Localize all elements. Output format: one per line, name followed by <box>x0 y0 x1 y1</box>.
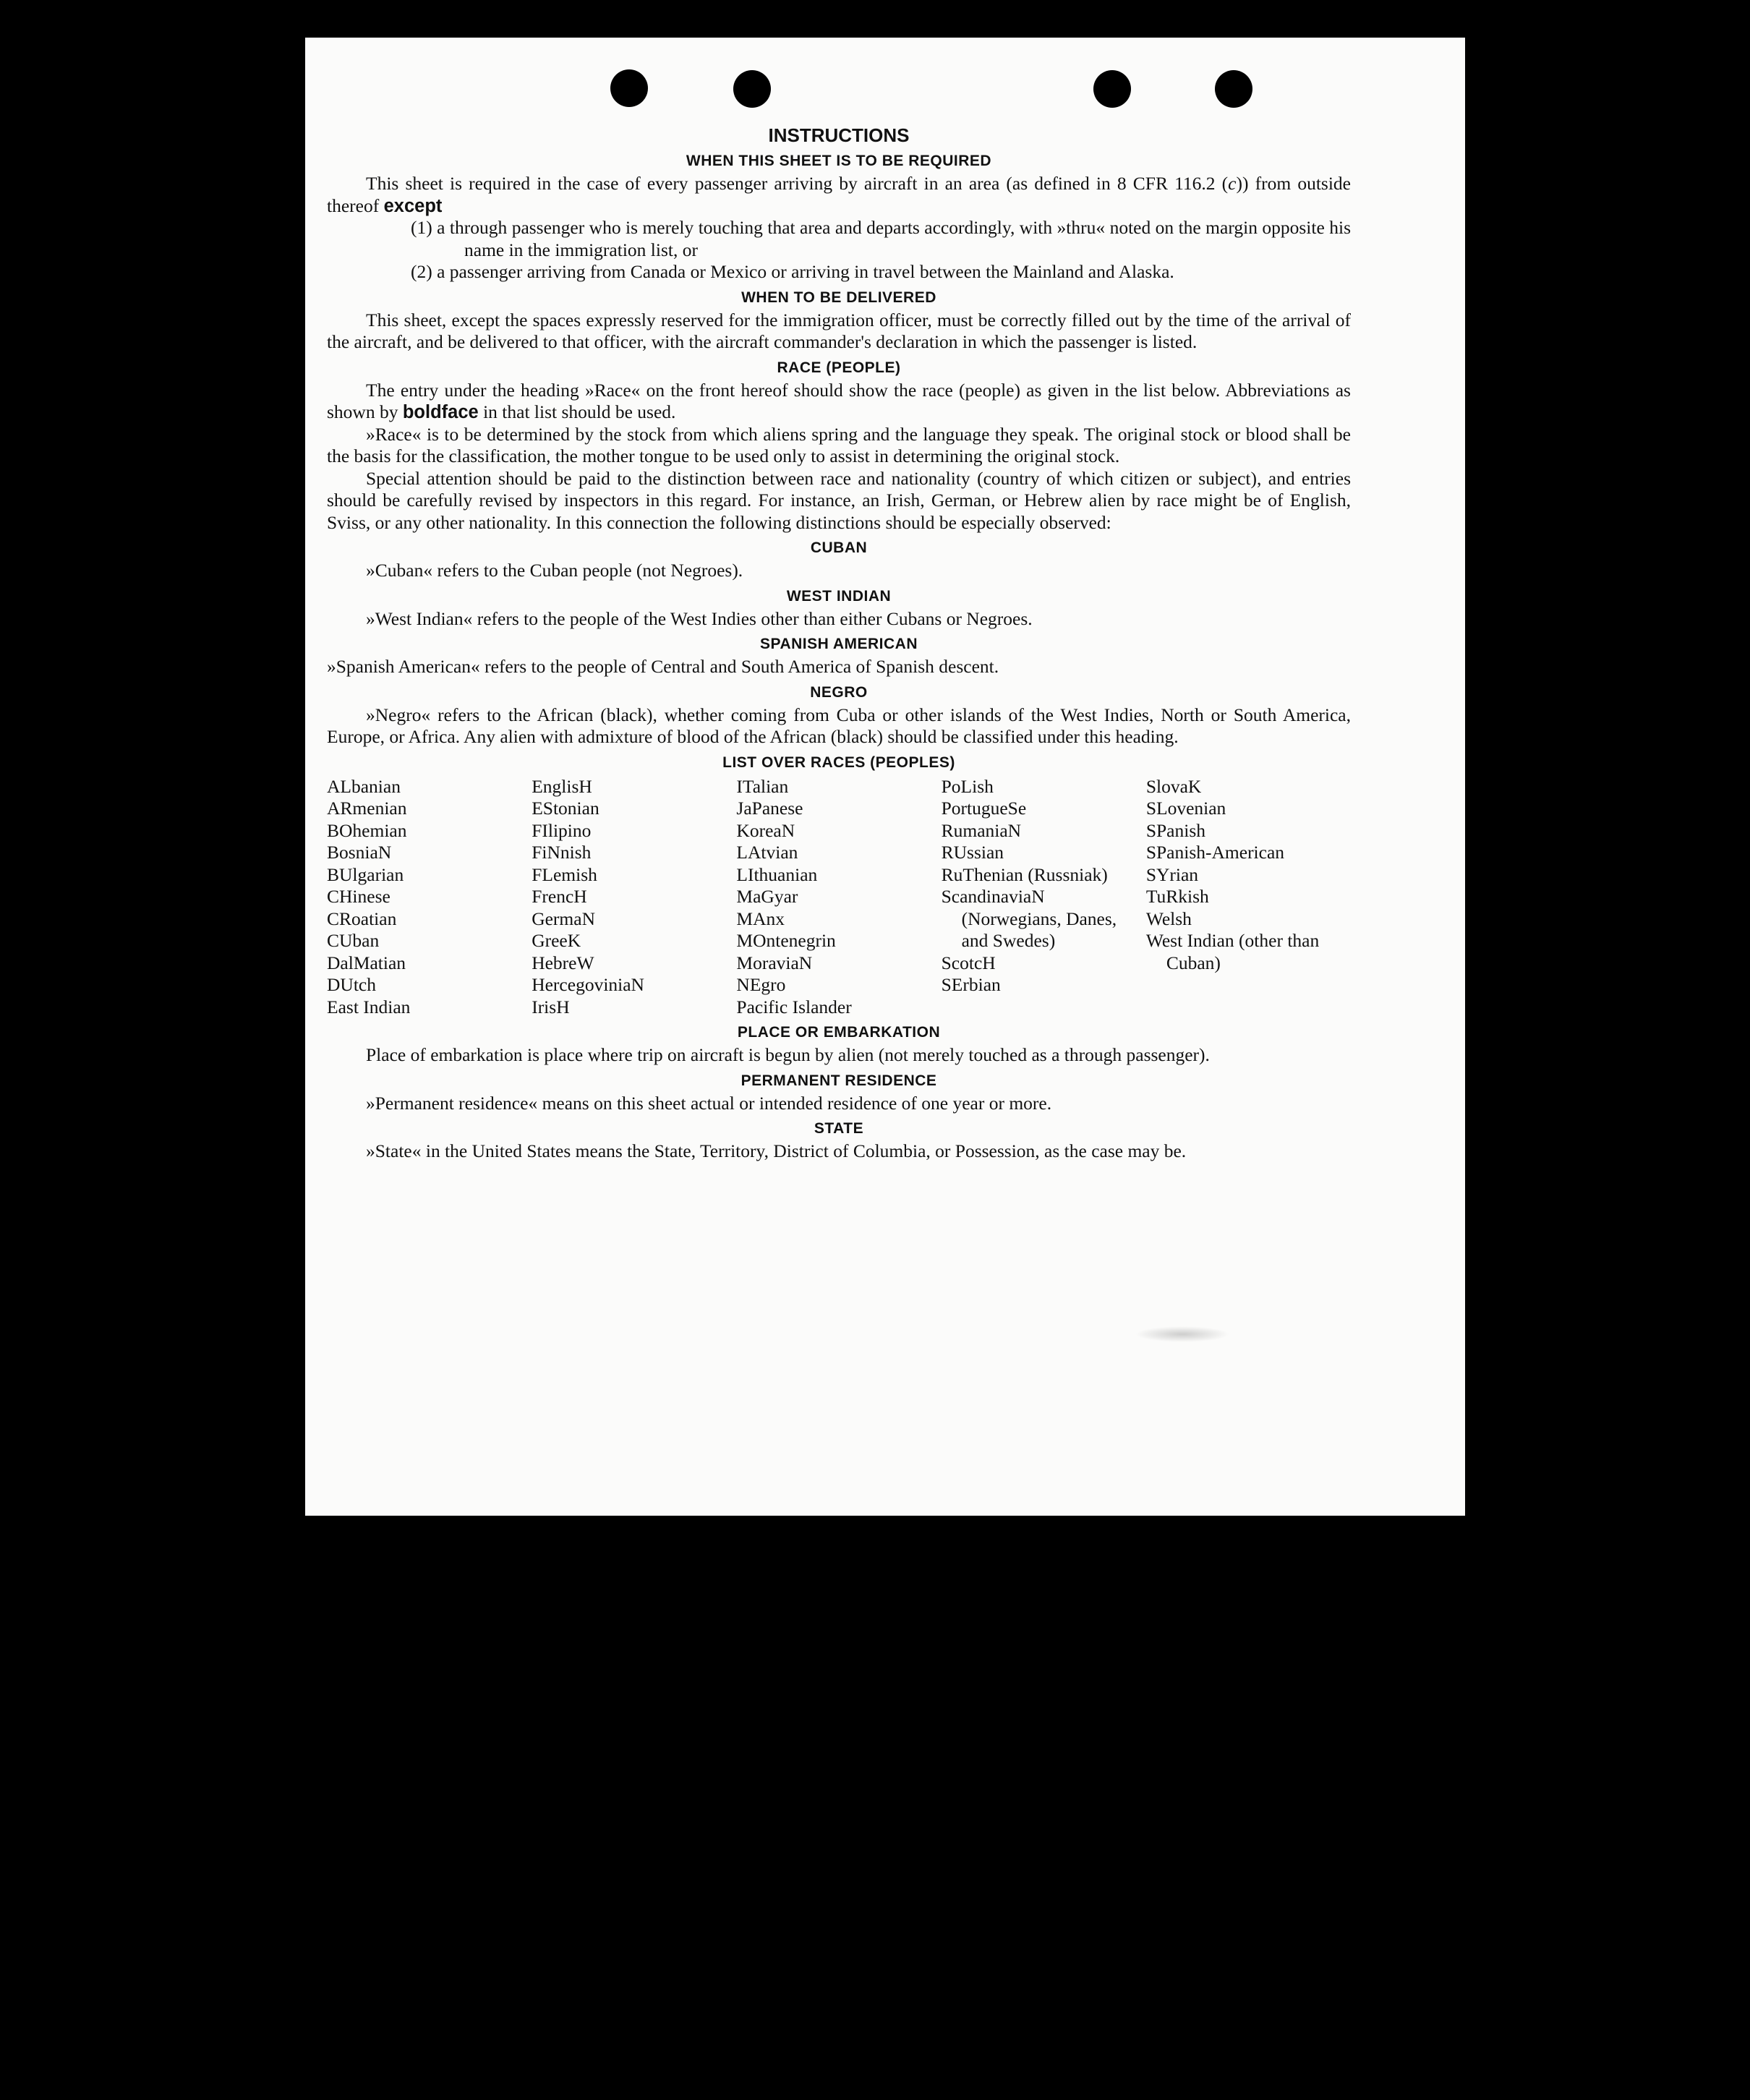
races-column-5 <box>1146 776 1351 1019</box>
section-heading-delivered: WHEN TO BE DELIVERED <box>741 289 936 306</box>
race-entry: KoreaN <box>736 819 795 841</box>
race-entry: RUssian <box>941 842 1004 863</box>
embarkation-text: Place of embarkation is place where trip on aircraft is begun by alien (not merely touched as a through passenger). <box>366 1044 1210 1065</box>
section-heading-west-indian: WEST INDIAN <box>786 587 892 605</box>
race-entry: ALbanian <box>327 775 401 797</box>
race-p1-bold: boldface <box>402 402 479 422</box>
race-p1-post: in that list should be used. <box>478 401 676 422</box>
section-heading-state: STATE <box>814 1120 864 1137</box>
race-entry: DalMatian <box>327 952 406 973</box>
required-intro-text: This sheet is required in the case of every passenger arriving by aircraft in an area (as defined in 8 CFR 116.2 ( <box>366 173 1229 194</box>
race-entry: JaPanese <box>736 798 803 819</box>
required-intro-except: except <box>383 195 443 216</box>
race-entry: DUtch <box>327 974 376 995</box>
punch-hole <box>1215 70 1252 108</box>
spanish-american-text: »Spanish American« refers to the people of Central and South America of Spanish descent. <box>327 656 999 677</box>
section-heading-cuban: CUBAN <box>810 539 868 556</box>
race-paragraph-1 <box>327 380 1351 424</box>
race-paragraph-3: Special attention should be paid to the distinction between race and nationality (country of which citizen or subject), and entries should be carefully revised by inspectors in this regard. For instance, an Irish, German, or Hebrew alien by race might be of English, Sviss, or any other nationality. In this connection the following distinctions should be especially observed: <box>327 467 1351 533</box>
race-entry: PortugueSe <box>941 798 1027 819</box>
races-column-4 <box>942 776 1146 1019</box>
race-entry: SPanish <box>1145 819 1206 841</box>
race-entry: SLovenian <box>1145 798 1226 819</box>
section-heading-races-list: LIST OVER RACES (PEOPLES) <box>722 754 955 771</box>
cuban-text: »Cuban« refers to the Cuban people (not Negroes). <box>366 560 743 581</box>
race-entry: SlovaK <box>1145 775 1202 797</box>
race-entry: BUlgarian <box>327 863 404 885</box>
negro-text: »Negro« refers to the African (black), whether coming from Cuba or other islands of the West Indies, North or South America, Europe, or Africa. Any alien with admixture of blood of the African (black) should be classified under this heading. <box>327 704 1351 747</box>
race-entry: FLemish <box>532 863 597 885</box>
required-intro <box>327 173 1351 217</box>
race-entry: ITalian <box>736 775 789 797</box>
ink-smudge <box>1135 1326 1229 1342</box>
race-entry: HercegoviniaN <box>532 974 644 995</box>
race-entry: PoLish <box>941 775 994 797</box>
race-entry: CUban <box>327 930 380 951</box>
race-entry: LAtvian <box>736 842 798 863</box>
section-heading-residence: PERMANENT RESIDENCE <box>740 1072 937 1089</box>
race-entry: EStonian <box>532 798 599 819</box>
section-heading-required: WHEN THIS SHEET IS TO BE REQUIRED <box>686 153 992 169</box>
race-entry: NEgro <box>736 974 786 995</box>
race-entry: MaGyar <box>736 886 798 907</box>
race-entry: RumaniaN <box>941 819 1022 841</box>
race-entry: MAnx <box>736 908 785 929</box>
delivered-text: This sheet, except the spaces expressly reserved for the immigration officer, must be correctly filled out by the time of the arrival of the aircraft, and be delivered to that officer, with the aircraft commander's declaration in which the passenger is listed. <box>327 309 1351 352</box>
race-p1-text: The entry under the heading »Race« on the front hereof should show the race (people) as given in the list below. Abbreviations as shown by <box>327 379 1351 422</box>
race-entry: TuRkish <box>1145 886 1209 907</box>
race-entry: SYrian <box>1145 863 1199 885</box>
section-heading-race: RACE (PEOPLE) <box>777 359 901 376</box>
races-column-3 <box>736 776 941 1019</box>
race-entry: LIthuanian <box>736 863 818 885</box>
punch-hole <box>610 69 648 107</box>
required-item-2: (2) a passenger arriving from Canada or Mexico or arriving in travel between the Mainland and Alaska. <box>411 261 1174 282</box>
required-intro-italic: c <box>1228 173 1237 194</box>
race-entry: ARmenian <box>327 798 407 819</box>
page-title: INSTRUCTIONS <box>768 124 910 146</box>
race-entry: RuThenian (Russniak) <box>941 863 1108 885</box>
race-entry: CHinese <box>327 886 390 907</box>
race-entry: Pacific Islander <box>736 996 852 1017</box>
required-intro-mid: )) from outside thereof <box>327 173 1351 216</box>
required-item-1: (1) a through passenger who is merely touching that area and departs accordingly, with »thru« noted on the margin opposite his name in the immigration list, or <box>411 217 1351 260</box>
race-entry: FiNnish <box>532 842 592 863</box>
document-page <box>305 38 1465 1516</box>
state-text: »State« in the United States means the State, Territory, District of Columbia, or Possession, as the case may be. <box>366 1140 1187 1161</box>
section-heading-embarkation: PLACE OR EMBARKATION <box>737 1024 941 1041</box>
race-entry: ScandinaviaN (Norwegians, Danes, and Swedes) <box>941 886 1117 951</box>
race-entry: HebreW <box>532 952 594 973</box>
race-entry: GermaN <box>532 908 595 929</box>
race-entry: BosniaN <box>327 842 392 863</box>
race-entry: SPanish-American <box>1145 842 1285 863</box>
race-entry: Welsh <box>1145 908 1192 929</box>
race-entry: IrisH <box>532 996 570 1017</box>
race-entry: FrencH <box>532 886 587 907</box>
race-entry: SErbian <box>941 974 1001 995</box>
race-entry: FIlipino <box>532 819 592 841</box>
section-heading-spanish-american: SPANISH AMERICAN <box>759 636 918 652</box>
race-entry: CRoatian <box>327 908 397 929</box>
race-entry: ScotcH <box>941 952 996 973</box>
race-entry: MOntenegrin <box>736 930 836 951</box>
race-entry: West Indian (other than Cuban) <box>1145 930 1320 973</box>
race-entry: BOhemian <box>327 819 407 841</box>
punch-hole <box>1093 70 1131 108</box>
race-paragraph-2: »Race« is to be determined by the stock from which aliens spring and the language they speak. The original stock or blood shall be the basis for the classification, the mother tongue to be used only to assist in determining the original stock. <box>327 423 1351 466</box>
race-entry: East Indian <box>327 996 411 1017</box>
west-indian-text: »West Indian« refers to the people of the West Indies other than either Cubans or Negroes. <box>366 607 1033 629</box>
races-column-1 <box>327 776 532 1019</box>
races-column-2 <box>532 776 736 1019</box>
section-heading-negro: NEGRO <box>810 683 868 701</box>
instructions-content <box>327 124 1351 1163</box>
punch-hole <box>733 70 771 108</box>
race-entry: GreeK <box>532 930 581 951</box>
races-list <box>327 776 1351 1019</box>
race-entry: EnglisH <box>532 775 592 797</box>
residence-text: »Permanent residence« means on this sheet actual or intended residence of one year or more. <box>366 1092 1052 1114</box>
race-entry: MoraviaN <box>736 952 813 973</box>
